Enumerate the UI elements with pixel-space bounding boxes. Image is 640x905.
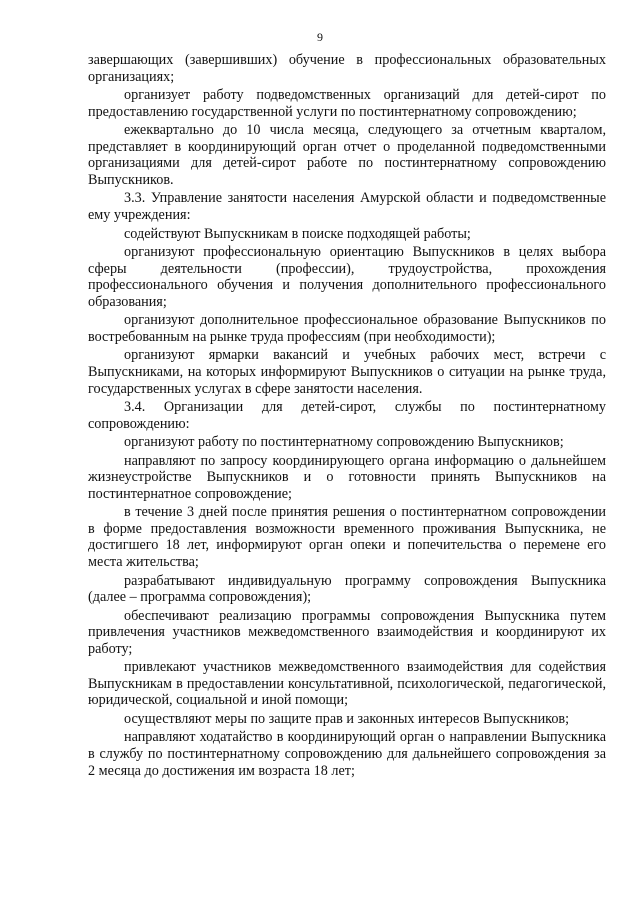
paragraph: обеспечивают реализацию программы сопровождения Выпускника путем привлечения участников межведомственного взаимодействия и координируют их работу; <box>88 607 606 657</box>
paragraph: содействуют Выпускникам в поиске подходящей работы; <box>124 225 471 242</box>
document-body <box>88 52 606 781</box>
paragraph: организуют дополнительное профессиональное образование Выпускников по востребованным на рынке труда профессиям (при необходимости); <box>88 312 606 345</box>
page-number: 9 <box>317 30 323 44</box>
paragraph: ежеквартально до 10 числа месяца, следующего за отчетным кварталом, представляет в координирующий орган отчет о проделанной подведомственными организациями для детей-сирот работе по постинтернатному сопровождению Выпускников. <box>88 122 606 188</box>
paragraph: организует работу подведомственных организаций для детей-сирот по предоставлению государственной услуги по постинтернатному сопровождению; <box>88 87 606 120</box>
paragraph: разрабатывают индивидуальную программу сопровождения Выпускника (далее – программа сопровождения); <box>88 572 606 606</box>
paragraph: в течение 3 дней после принятия решения о постинтернатном сопровождении в форме предоставления возможности временного проживания Выпускника, не достигшего 18 лет, информируют орган опеки и попечительства о перемене его места жительства; <box>88 504 606 571</box>
paragraph: организуют профессиональную ориентацию Выпускников в целях выбора сферы деятельности (профессии), трудоустройства, прохождения профессионального обучения и получения дополнительного профессионального образования; <box>88 243 606 310</box>
paragraph: привлекают участников межведомственного взаимодействия для содействия Выпускникам в предоставлении консультативной, психологической, педагогической, юридической, социальной и иной помощи; <box>88 659 606 709</box>
paragraph: осуществляют меры по защите прав и законных интересов Выпускников; <box>124 710 570 727</box>
paragraph: направляют ходатайство в координирующий орган о направлении Выпускника в службу по постинтернатному сопровождению для дальнейшего сопровождения за 2 месяца до достижения им возраста 18 лет; <box>88 729 606 779</box>
paragraph: организуют ярмарки вакансий и учебных рабочих мест, встречи с Выпускниками, на которых информируют Выпускников о ситуации на рынке труда, государственных услугах в сфере занятости населения. <box>88 347 606 397</box>
paragraph: направляют по запросу координирующего органа информацию о дальнейшем жизнеустройстве Выпускников и о готовности принять Выпускников на постинтернатное сопровождение; <box>88 452 606 502</box>
section-heading-3-4: 3.4. Организации для детей-сирот, службы по постинтернатному сопровождению: <box>88 399 606 432</box>
paragraph: организуют работу по постинтернатному сопровождению Выпускников; <box>124 434 564 451</box>
section-heading-3-3: 3.3. Управление занятости населения Амурской области и подведомственные ему учреждения: <box>88 190 606 224</box>
paragraph: завершающих (завершивших) обучение в профессиональных образовательных организациях; <box>88 52 606 85</box>
